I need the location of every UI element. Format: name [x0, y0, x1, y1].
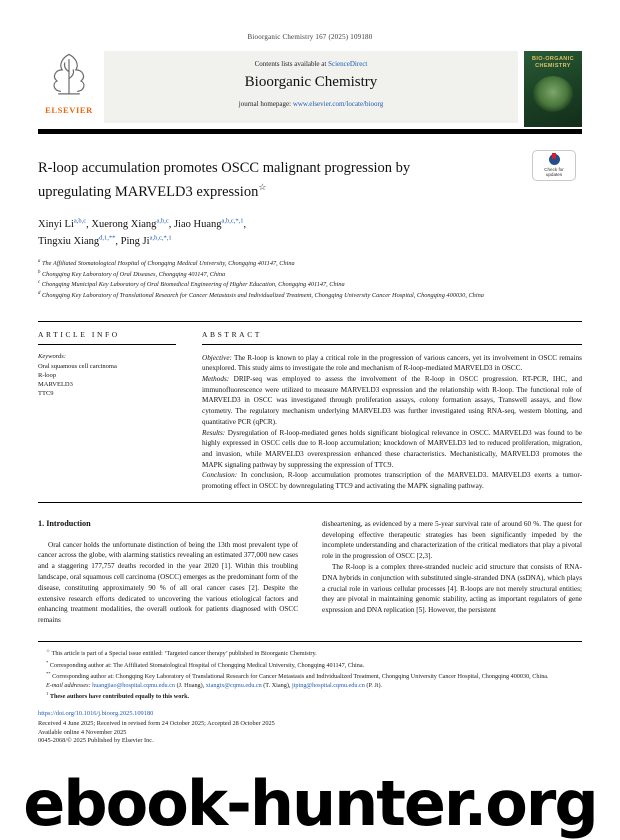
article-footer	[38, 710, 582, 745]
footnote-emails	[38, 682, 582, 691]
badge-line1: Check for	[544, 167, 564, 172]
affiliation-text: Chongqing Key Laboratory of Translational Research for Cancer Metastasis and Individualized Treatment, Chongqing University Cancer Hospital, Chongqing 400030, China	[41, 291, 484, 299]
author-xinyi-li	[38, 219, 91, 230]
masthead-rule	[38, 129, 582, 134]
abstract-section-text: DRIP-seq was employed to assess the involvement of the R-loop in OSCC progression. RT-PCR, IHC, and immunofluorescence were utilized to measure MARVELD3 expression and the relationship with R-loop. The functional role of MARVELD3 in OSCC was investigated through proliferation assays, colony formation assays, Transwell assays, and flow cytometry. The regulatory mechanism underlying MARVELD3 was further investigated using RNA-seq, western blotting, and quantitative PCR (qPCR).	[202, 374, 582, 426]
author-ping-ji	[121, 236, 172, 247]
abstract-results	[202, 428, 582, 471]
masthead	[38, 51, 582, 127]
author-separator: ,	[168, 219, 174, 231]
footnote-text: This article is part of a Special issue entitled: ‘Targeted cancer therapy’ published in Bioorganic Chemistry.	[51, 649, 317, 657]
body-column-left	[38, 519, 298, 626]
author-affil-sup[interactable]: a,b,c	[73, 217, 87, 225]
email-owner: (P. Ji).	[364, 681, 383, 689]
abstract-section-text: Dysregulation of R-loop-mediated genes holds significant biological relevance in OSCC. MARVELD3 was found to be highly expressed in OSCC cells due to R-loop accumulation; knockdown of MARVELD3 led to reduced proliferation, migration, and invasion, while MARVELD3 overexpression enhanced these characteristics. Mechanistically, MARVELD3 promotes the MAPK signaling pathway by suppressing the expression of TTC9.	[202, 428, 582, 469]
badge-line2: updates	[545, 172, 563, 177]
homepage-line-prefix: journal homepage:	[238, 100, 293, 108]
masthead-center-panel	[104, 51, 518, 123]
article-info-abstract-block	[38, 321, 582, 503]
footnote-text: Corresponding author at: The Affiliated Stomatological Hospital of Chongqing Medical University, Chongqing 401147, China.	[49, 661, 365, 669]
keyword-item: Oral squamous cell carcinoma	[38, 362, 117, 370]
email-owner: (T. Xiang),	[261, 681, 292, 689]
journal-cover-title	[524, 51, 582, 69]
elsevier-logo[interactable]	[38, 51, 100, 127]
body-column-right	[322, 519, 582, 626]
affiliation-sup: c	[38, 280, 41, 286]
affiliation-sup: a	[38, 258, 41, 264]
abstract-section-label: Objective:	[202, 353, 232, 362]
footnote-text: These authors have contributed equally to this work.	[49, 693, 190, 701]
author-separator: ,	[86, 219, 92, 231]
footnote-marker: 1	[46, 691, 49, 697]
abstract-section-label: Results:	[202, 428, 226, 437]
check-for-updates-label	[544, 167, 564, 177]
author-list	[38, 215, 582, 249]
email-link-xiang[interactable]: xiangtx@cqmu.edu.cn	[205, 681, 262, 689]
author-separator: ,	[115, 236, 121, 248]
author-xuerong-xiang	[91, 219, 174, 230]
footnote-text: Corresponding author at: Chongqing Key Laboratory of Translational Research for Cancer Metastasis and Individualized Treatment, Chongqing University Cancer Hospital, Chongqing 400030, China.	[52, 673, 549, 681]
email-link-ji[interactable]: jiping@hospital.cqmu.edu.cn	[291, 681, 365, 689]
affiliation-a	[38, 258, 582, 269]
cover-title-line1: BIO-ORGANIC	[532, 56, 574, 62]
journal-title: Bioorganic Chemistry	[244, 74, 378, 90]
article-title-line1: R-loop accumulation promotes OSCC malignant progression by	[38, 160, 411, 176]
author-name: Jiao Huang	[173, 219, 222, 231]
footnote-marker: **	[46, 671, 51, 677]
title-block	[38, 159, 582, 202]
author-line-1	[38, 215, 582, 232]
issn-copyright: 0045-2068/© 2025 Published by Elsevier Inc.	[38, 736, 154, 744]
author-name: Xinyi Li	[38, 219, 74, 231]
affiliation-sup: b	[38, 269, 41, 275]
ebook-hunter-watermark: ebook-hunter.org	[23, 767, 597, 840]
author-affil-sup[interactable]: a,b,c,*,1	[149, 234, 172, 242]
abstract-objective	[202, 353, 582, 374]
footnote-corresponding-2	[38, 670, 582, 682]
contents-line	[104, 51, 518, 68]
affiliation-b	[38, 269, 582, 280]
sciencedirect-link[interactable]: ScienceDirect	[328, 60, 368, 68]
keyword-item: R-loop	[38, 371, 57, 379]
affiliation-sup: d	[38, 290, 41, 296]
available-online: Available online 4 November 2025	[38, 728, 127, 736]
author-name: Ping Ji	[120, 236, 150, 248]
affiliation-list	[38, 258, 582, 301]
introduction-paragraph: The R-loop is a complex three-stranded nucleic acid structure that consists of RNA-DNA hybrids in conjunction with substituted single-stranded DNA (ssDNA), which plays a crucial role in various cellular processes [4]. R-loops are not merely structural entities; they are pivotal in maintaining genomic stability, acting as important regulators of gene expression and DNA replication [5]. However, the persistent	[322, 562, 582, 615]
footnote-marker: ☆	[46, 647, 51, 653]
email-owner: (J. Huang),	[175, 681, 206, 689]
abstract-heading: ABSTRACT	[202, 322, 582, 345]
author-name: Tingxiu Xiang	[38, 236, 100, 248]
abstract-conclusion	[202, 470, 582, 491]
cover-title-line2: CHEMISTRY	[535, 62, 571, 69]
introduction-paragraph: disheartening, as evidenced by a mere 5-year survival rate of around 60 %. The quest for developing effective therapeutic strategies has been significantly impeded by the incomplete understanding and characterization of the critical mediators that play a pivotal role in the progression of OSCC [2,3].	[322, 519, 582, 561]
footnote-special-issue	[38, 647, 582, 659]
author-name: Xuerong Xiang	[91, 219, 157, 231]
check-for-updates-badge[interactable]	[532, 150, 576, 181]
received-dates: Received 4 June 2025; Received in revised form 24 October 2025; Accepted 28 October 2025	[38, 720, 275, 728]
affiliation-text: Chongqing Municipal Key Laboratory of Oral Biomedical Engineering of Higher Education, Chongqing 401147, China	[41, 281, 345, 289]
introduction-section	[38, 519, 582, 626]
affiliation-d	[38, 290, 582, 301]
abstract-section-text: In conclusion, R-loop accumulation promotes transcription of the MARVELD3. MARVELD3 exerts a tumor-promoting effect in OSCC by downregulating TTC9 and activating the MAPK signaling pathway.	[202, 471, 582, 491]
article-info-heading: ARTICLE INFO	[38, 322, 176, 345]
introduction-paragraph: Oral cancer holds the unfortunate distinction of being the 13th most prevalent type of cancer across the globe, with alarming statistics revealing an estimated 377,000 new cases and a staggering 177,757 deaths recorded in the year 2020 [1]. Within this troubling landscape, oral squamous cell carcinoma (OSCC) emerges as the predominant form of the disease, constituting approximately 90 % of all oral cancer cases [2]. Despite the extensive research efforts dedicated to uncovering the various etiological factors and enhancing treatment modalities, the overall outlook for patients diagnosed with OSCC remains	[38, 540, 298, 625]
author-jiao-huang	[174, 219, 246, 230]
journal-cover-thumbnail[interactable]	[524, 51, 582, 127]
keywords-label: Keywords:	[38, 352, 66, 360]
journal-cover-art	[533, 76, 573, 112]
affiliation-c	[38, 279, 582, 290]
abstract-section-text: The R-loop is known to play a critical role in the progression of various cancers, yet its involvement in OSCC remains unexplored. This study aims to investigate the role and mechanism of R-loop-mediated MARVELD3 in OSCC.	[202, 353, 582, 373]
special-issue-star[interactable]: ☆	[258, 182, 267, 192]
contents-line-prefix: Contents lists available at	[254, 60, 329, 68]
abstract-section-label: Conclusion:	[202, 471, 238, 480]
homepage-line	[104, 100, 518, 108]
author-line-2	[38, 232, 582, 249]
elsevier-wordmark: ELSEVIER	[45, 105, 93, 115]
footnotes	[38, 641, 582, 702]
elsevier-tree-icon	[43, 51, 95, 99]
abstract-column	[202, 322, 582, 492]
footnote-equal-contribution	[38, 690, 582, 702]
journal-reference: Bioorganic Chemistry 167 (2025) 109180	[247, 33, 373, 41]
abstract-section-label: Methods:	[202, 374, 230, 383]
footnote-corresponding-1	[38, 659, 582, 671]
footnote-marker: *	[46, 659, 49, 665]
keyword-item: TTC9	[38, 389, 54, 397]
email-addresses-label: E-mail addresses:	[46, 681, 91, 689]
author-affil-sup[interactable]: a,b,c	[156, 217, 169, 225]
author-separator: ,	[243, 219, 247, 231]
keyword-item: MARVELD3	[38, 380, 73, 388]
article-info-column	[38, 322, 176, 492]
introduction-heading: 1. Introduction	[38, 518, 91, 528]
doi-link[interactable]: https://doi.org/10.1016/j.bioorg.2025.109180	[38, 710, 154, 718]
author-affil-sup[interactable]: a,b,c,*,1	[221, 217, 244, 225]
email-link-huang[interactable]: huangjiao@hospital.cqmu.edu.cn	[92, 681, 176, 689]
journal-homepage-link[interactable]: www.elsevier.com/locate/bioorg	[292, 100, 384, 108]
crossmark-icon	[549, 154, 560, 165]
author-tingxiu-xiang	[38, 236, 121, 247]
affiliation-text: The Affiliated Stomatological Hospital of Chongqing Medical University, Chongqing 401147, China	[41, 259, 295, 267]
article-title	[38, 159, 582, 202]
affiliation-text: Chongqing Key Laboratory of Oral Diseases, Chongqing 401147, China	[41, 270, 226, 278]
author-affil-sup[interactable]: d,1,**	[99, 234, 116, 242]
abstract-methods	[202, 374, 582, 428]
article-title-line2: upregulating MARVELD3 expression	[38, 183, 259, 200]
